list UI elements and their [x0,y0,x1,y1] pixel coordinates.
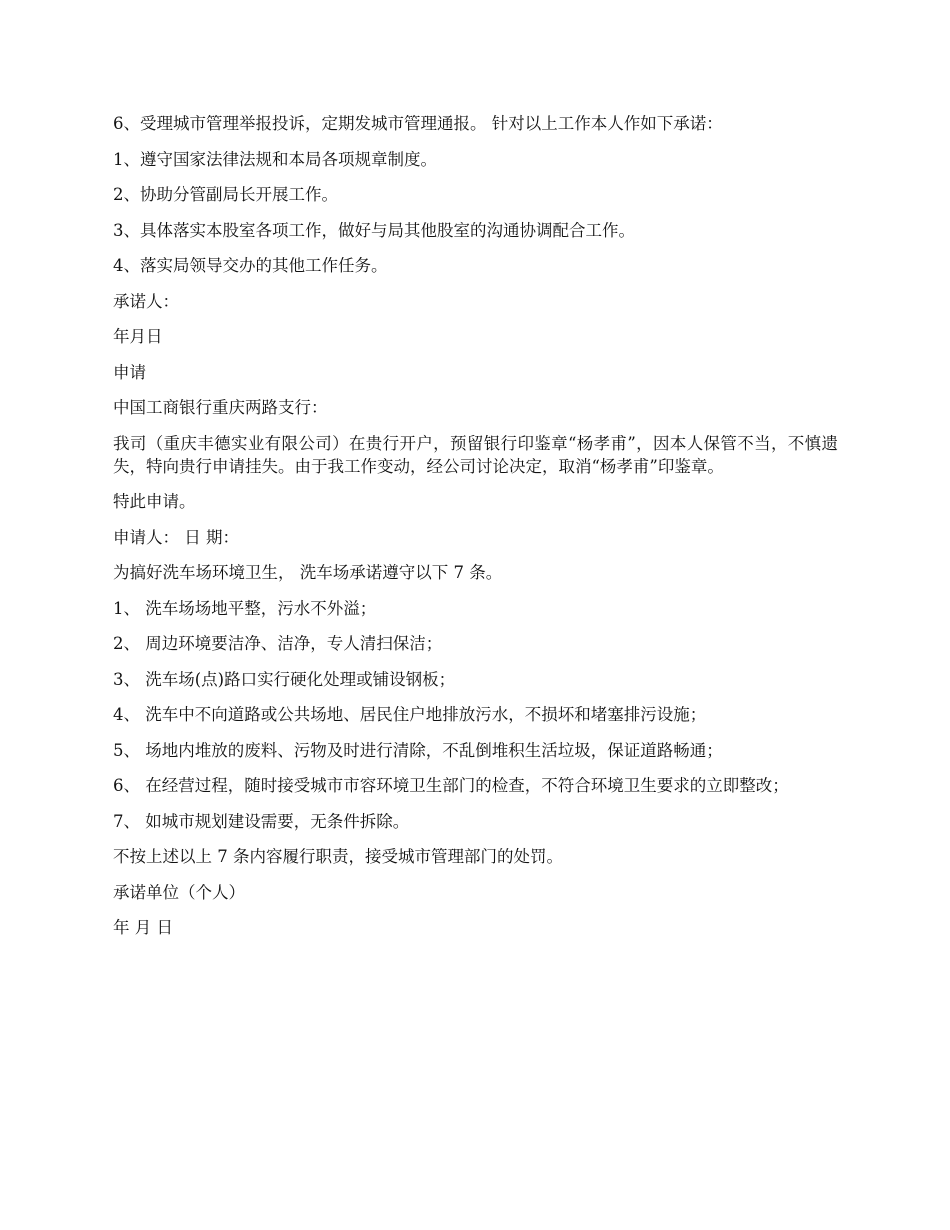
carwash-rule-4: 4、 洗车中不向道路或公共场地、居民住户地排放污水，不损坏和堵塞排污设施； [113,705,707,724]
carwash-rule-1: 1、 洗车场场地平整，污水不外溢； [113,598,377,618]
paragraph-pledge-2: 2、协助分管副局长开展工作。 [113,185,338,204]
application-closing: 特此申请。 [113,492,196,511]
application-title: 申请 [113,362,146,382]
carwash-rule-7: 7、 如城市规划建设需要，无条件拆除。 [113,811,410,831]
applicant-date-line: 申请人： 日 期： [113,527,239,547]
final-date-line: 年 月 日 [113,918,173,937]
paragraph-pledge-1: 1、遵守国家法律法规和本局各项规章制度。 [113,149,437,169]
application-body: 我司（重庆丰德实业有限公司）在贵行开户，预留银行印鉴章“杨孝甫”，因本人保管不当，不慎遗失，特向贵行申请挂失。由于我工作变动，经公司讨论决定，取消“杨孝甫”印鉴章。 [113,433,838,476]
paragraph-duty-6: 6、受理城市管理举报投诉，定期发城市管理通报。 针对以上工作本人作如下承诺： [113,114,723,133]
carwash-intro: 为搞好洗车场环境卫生， 洗车场承诺遵守以下 7 条。 [113,563,503,582]
pledging-unit-label: 承诺单位（个人） [113,882,245,902]
paragraph-pledge-3: 3、具体落实本股室各项工作，做好与局其他股室的沟通协调配合工作。 [113,220,635,240]
carwash-rule-5: 5、 场地内堆放的废料、污物及时进行清除，不乱倒堆积生活垃圾，保证道路畅通； [113,740,723,760]
pledger-signature-label: 承诺人： [113,291,179,311]
carwash-rule-2: 2、 周边环境要洁净、洁净，专人清扫保洁； [113,634,443,653]
carwash-penalty-note: 不按上述以上 7 条内容履行职责，接受城市管理部门的处罚。 [113,847,563,866]
carwash-rule-3: 3、 洗车场(点)路口实行硬化处理或铺设钢板； [113,669,456,689]
application-addressee: 中国工商银行重庆两路支行： [113,398,328,417]
pledge-date-label: 年月日 [113,327,163,346]
paragraph-pledge-4: 4、落实局领导交办的其他工作任务。 [113,256,388,275]
carwash-rule-6: 6、 在经营过程，随时接受城市市容环境卫生部门的检查，不符合环境卫生要求的立即整改； [113,776,789,795]
document-body [113,112,838,952]
